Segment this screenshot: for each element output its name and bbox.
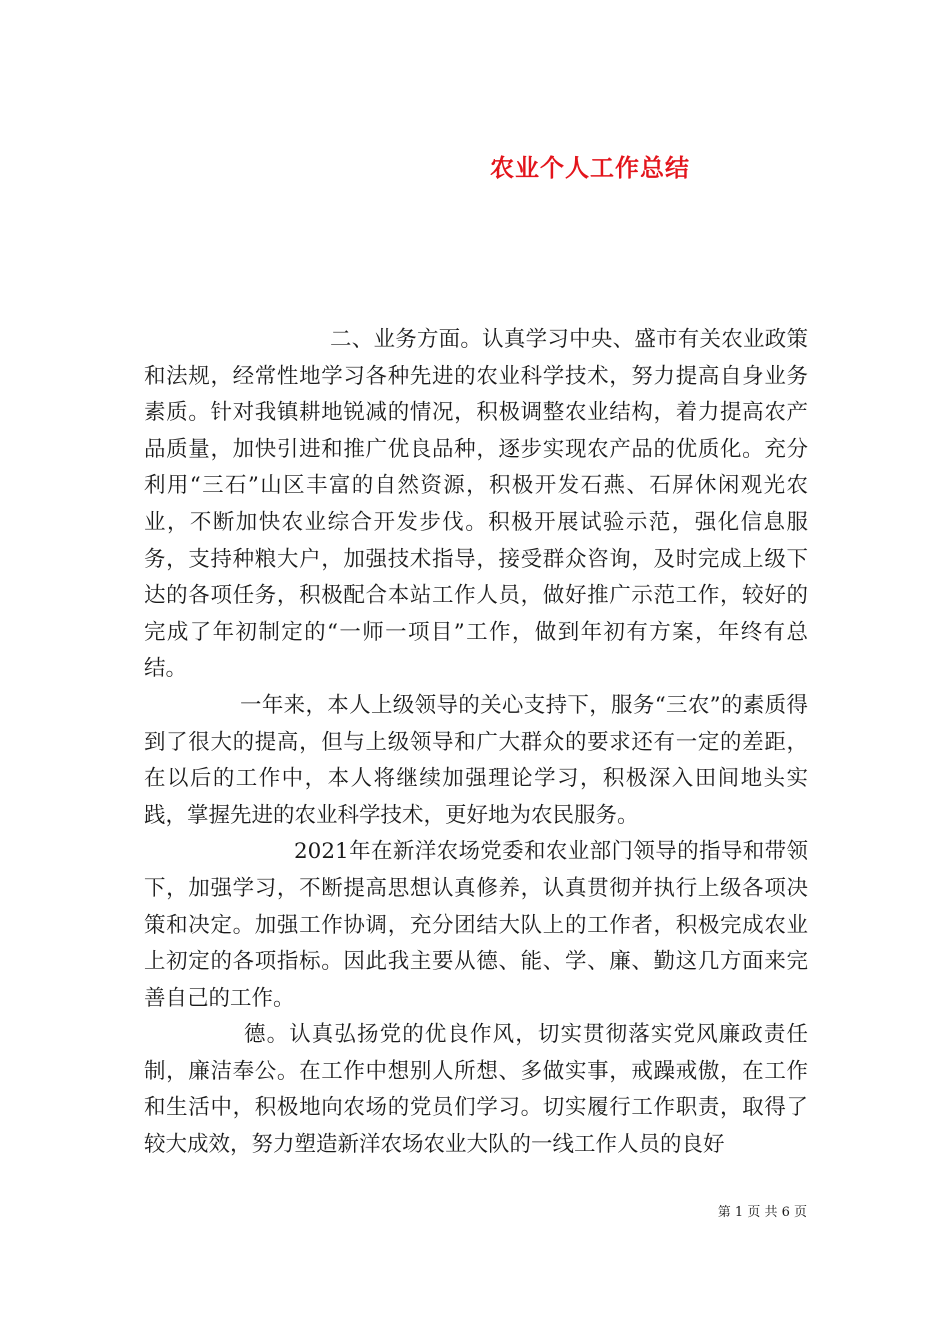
page-number: 第 1 页 共 6 页 (717, 1205, 807, 1220)
paragraph-virtue: 德。认真弘扬党的优良作风，切实贯彻落实党风廉政责任制，廉洁奉公。在工作中想别人所想、多做实事，戒躁戒傲，在工作和生活中，积极地向农场的党员们学习。切实履行工作职责，取得了较大成效，努力塑造新洋农场农业大队的一线工作人员的良好 (144, 1022, 808, 1158)
paragraph-year-review: 一年来，本人上级领导的关心支持下，服务“三农”的素质得到了很大的提高，但与上级领导和广大群众的要求还有一定的差距，在以后的工作中，本人将继续加强理论学习，积极深入田间地头实践，掌握先进的农业科学技术，更好地为农民服务。 (144, 692, 808, 828)
document-body (144, 322, 808, 1164)
paragraph-2021-summary: 2021年在新洋农场党委和农业部门领导的指导和带领下，加强学习，不断提高思想认真修养，认真贯彻并执行上级各项决策和决定。加强工作协调，充分团结大队上的工作者，积极完成农业上初定的各项指标。因此我主要从德、能、学、廉、勤这几方面来完善自己的工作。 (144, 839, 808, 1011)
document-title: 农业个人工作总结 (490, 153, 690, 183)
paragraph-business: 二、业务方面。认真学习中央、盛市有关农业政策和法规，经常性地学习各种先进的农业科学技术，努力提高自身业务素质。针对我镇耕地锐减的情况，积极调整农业结构，着力提高农产品质量，加快引进和推广优良品种，逐步实现农产品的优质化。充分利用“三石”山区丰富的自然资源，积极开发石燕、石屏休闲观光农业，不断加快农业综合开发步伐。积极开展试验示范，强化信息服务，支持种粮大户，加强技术指导，接受群众咨询，及时完成上级下达的各项任务，积极配合本站工作人员，做好推广示范工作，较好的完成了年初制定的“一师一项目”工作，做到年初有方案，年终有总结。 (144, 327, 808, 682)
